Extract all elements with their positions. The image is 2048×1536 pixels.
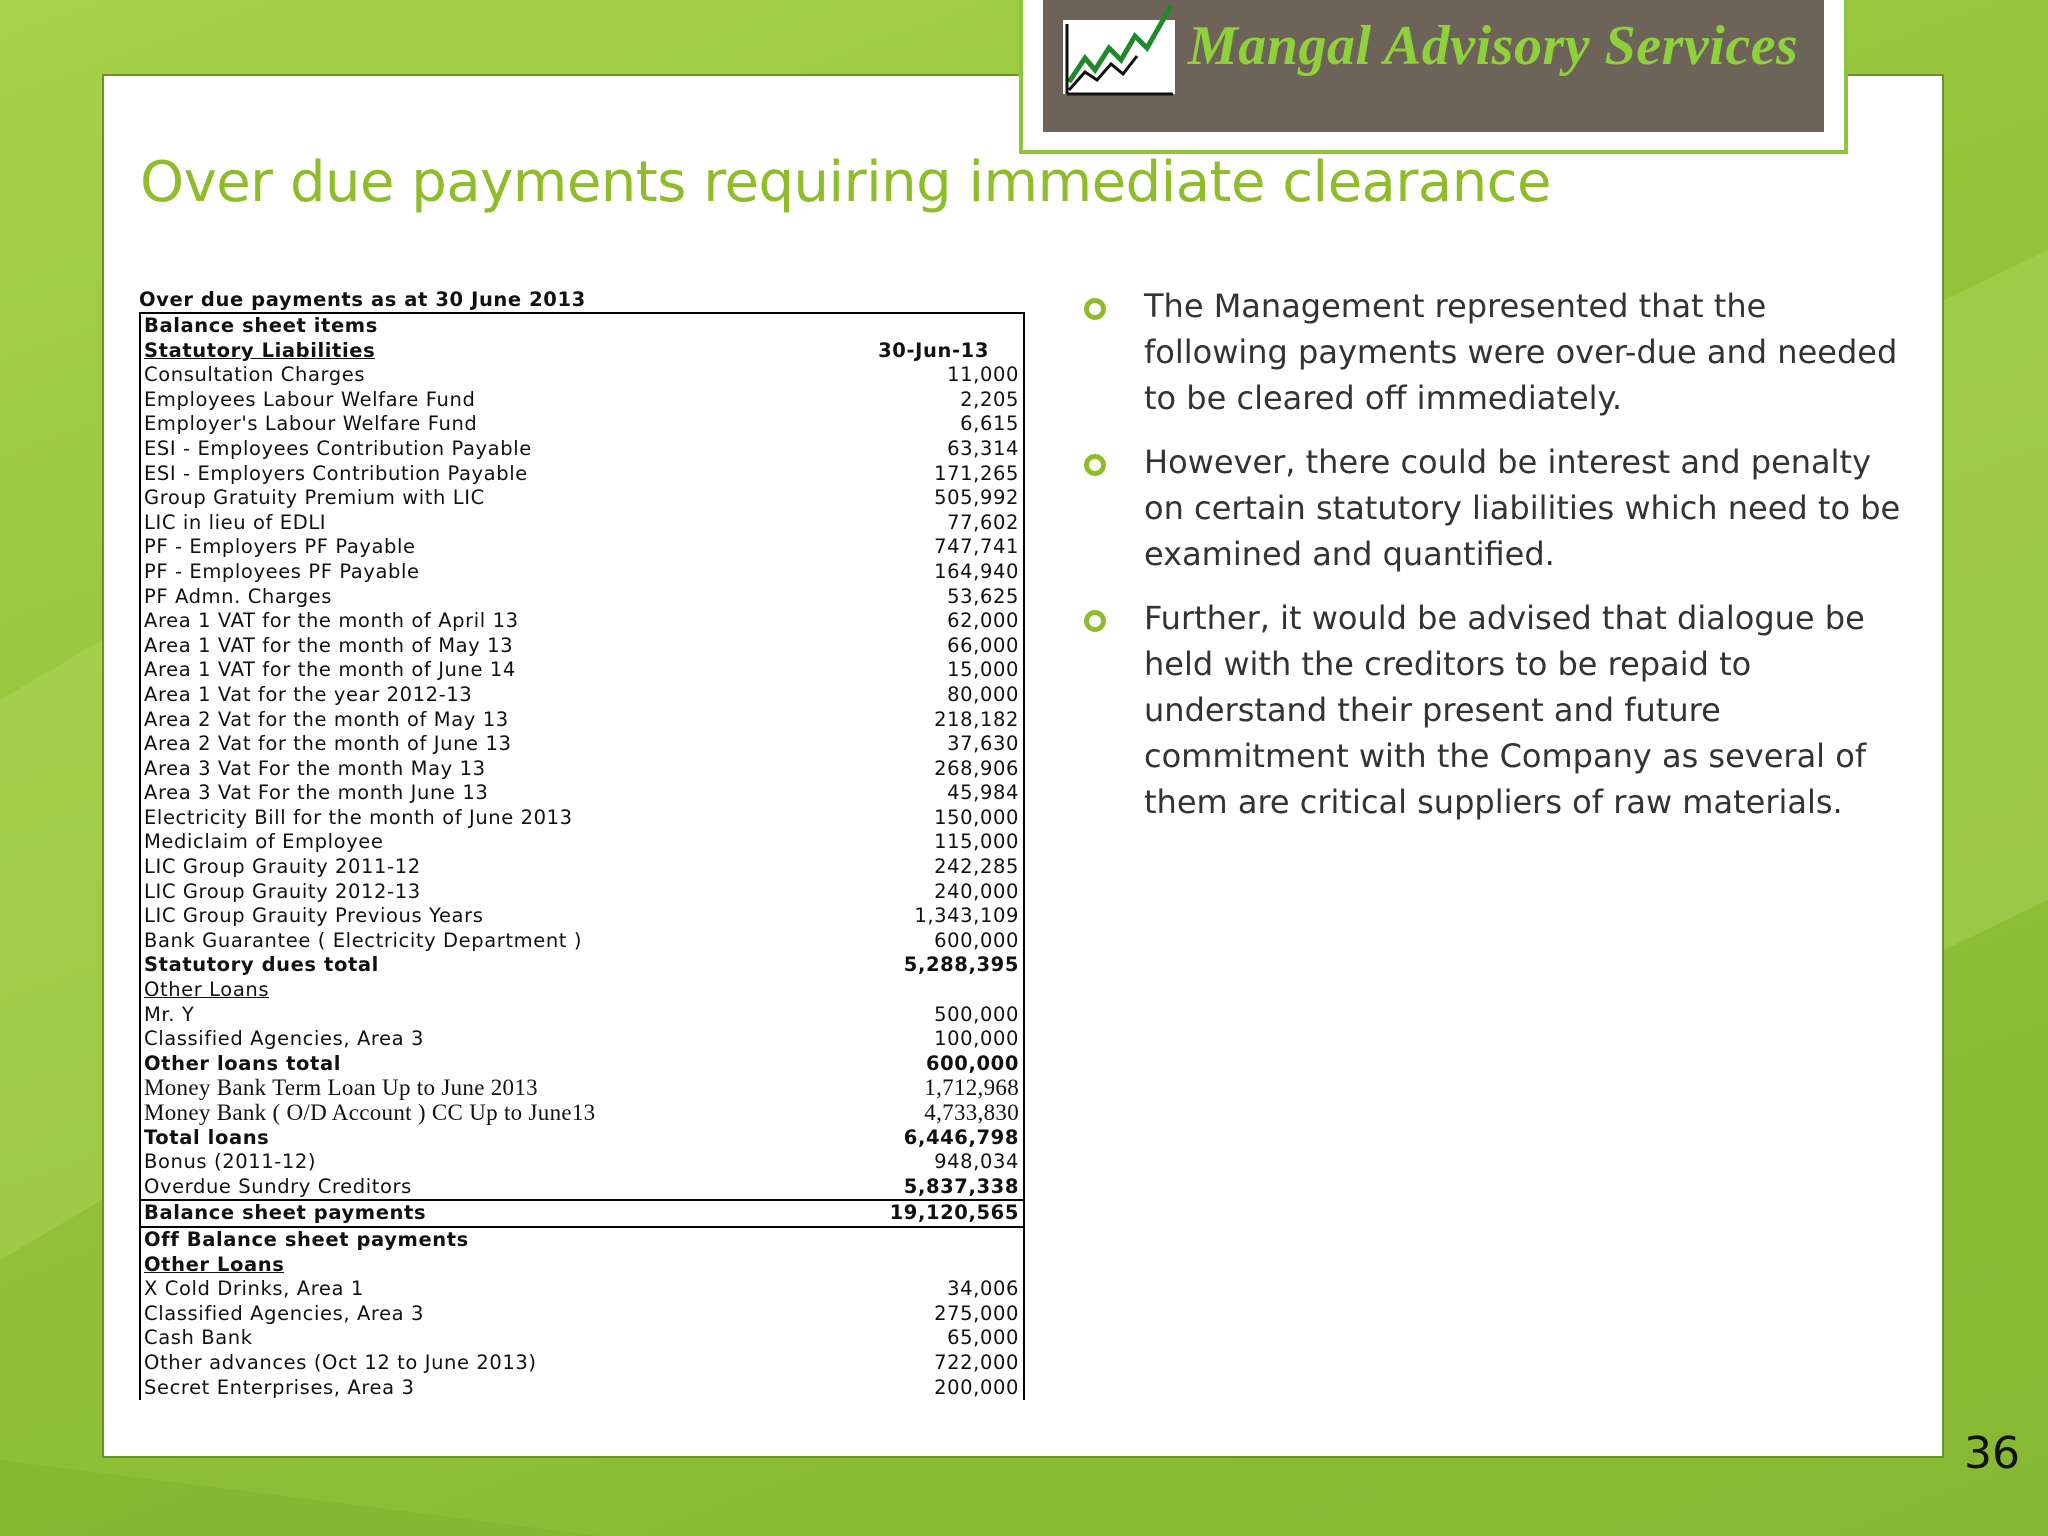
row-value: 1,343,109	[914, 904, 1019, 928]
table-row	[141, 708, 1023, 733]
row-value: 6,615	[960, 412, 1019, 436]
slide-title: Over due payments requiring immediate clearance	[140, 150, 1551, 215]
stock-chart-icon	[1063, 0, 1175, 96]
company-logo	[1019, 0, 1848, 154]
table-row	[141, 609, 1023, 634]
table-row	[141, 388, 1023, 413]
row-label: Area 1 VAT for the month of April 13	[144, 609, 519, 633]
bullet-item: The Management represented that the following payments were over-due and needed to be cleared off immediately.	[1084, 283, 1914, 421]
page-number: 36	[1964, 1428, 2020, 1479]
row-label: Cash Bank	[144, 1326, 253, 1350]
row-label: Area 3 Vat For the month May 13	[144, 756, 486, 780]
table-row	[141, 1376, 1023, 1401]
table-caption: Over due payments as at 30 June 2013	[139, 288, 586, 311]
row-value: 4,733,830	[924, 1100, 1019, 1125]
row-value: 164,940	[934, 559, 1019, 583]
row-value: 200,000	[934, 1375, 1019, 1399]
company-name: Mangal Advisory Services	[1188, 15, 1799, 77]
row-value: 53,625	[947, 584, 1019, 608]
row-value: 1,712,968	[924, 1075, 1019, 1101]
row-label: LIC Group Grauity Previous Years	[144, 904, 484, 928]
row-value: 722,000	[934, 1350, 1019, 1374]
table-row	[141, 535, 1023, 560]
row-value: 600,000	[934, 928, 1019, 952]
bullet-ring-icon	[1084, 610, 1106, 632]
bullet-list	[1084, 283, 1914, 843]
table-row	[141, 806, 1023, 831]
row-label: Area 1 Vat for the year 2012-13	[144, 682, 473, 706]
row-value: 62,000	[947, 609, 1019, 633]
row-label: Money Bank Term Loan Up to June 2013	[144, 1076, 538, 1101]
table-row	[141, 1003, 1023, 1028]
row-label: Area 2 Vat for the month of June 13	[144, 732, 512, 756]
row-label: Electricity Bill for the month of June 2013	[144, 805, 573, 829]
row-value: 63,314	[947, 436, 1019, 460]
table-row	[141, 437, 1023, 462]
row-value: 747,741	[934, 535, 1019, 559]
row-label: Group Gratuity Premium with LIC	[144, 486, 485, 510]
balance-sheet-header: Balance sheet items	[141, 312, 1023, 339]
other-loans-total-row: Other loans total 600,000	[144, 1051, 1019, 1075]
bullet-ring-icon	[1084, 454, 1106, 476]
table-row	[141, 585, 1023, 610]
table-row	[141, 462, 1023, 487]
table-row	[141, 511, 1023, 536]
table-row	[141, 904, 1023, 929]
row-value: 500,000	[934, 1002, 1019, 1026]
row-label: PF - Employers PF Payable	[144, 535, 416, 559]
row-label: Classified Agencies, Area 3	[144, 1027, 425, 1051]
row-label: Employer's Labour Welfare Fund	[144, 412, 478, 436]
table-row	[141, 486, 1023, 511]
balance-sheet-total-row: Balance sheet payments 19,120,565	[141, 1199, 1023, 1228]
off-balance-header: Off Balance sheet payments	[144, 1227, 469, 1251]
table-row	[141, 855, 1023, 880]
row-label: Mr. Y	[144, 1002, 195, 1026]
row-value: 100,000	[934, 1027, 1019, 1051]
table-row	[141, 781, 1023, 806]
row-label: Secret Enterprises, Area 3	[144, 1375, 415, 1399]
row-value: 275,000	[934, 1301, 1019, 1325]
table-row	[141, 363, 1023, 388]
row-value: 218,182	[934, 707, 1019, 731]
row-value: 80,000	[947, 682, 1019, 706]
row-label: ESI - Employers Contribution Payable	[144, 461, 528, 485]
row-label: PF Admn. Charges	[144, 584, 333, 608]
row-label: Area 2 Vat for the month of May 13	[144, 707, 509, 731]
row-value: 65,000	[947, 1326, 1019, 1350]
table-row	[141, 880, 1023, 905]
bullet-ring-icon	[1084, 298, 1106, 320]
row-label: X Cold Drinks, Area 1	[144, 1277, 364, 1301]
sundry-creditors-row: Overdue Sundry Creditors 5,837,338	[144, 1174, 1019, 1198]
row-label: LIC Group Grauity 2012-13	[144, 879, 421, 903]
row-value: 242,285	[934, 855, 1019, 879]
row-value: 15,000	[947, 658, 1019, 682]
row-label: Area 3 Vat For the month June 13	[144, 781, 489, 805]
row-label: Money Bank ( O/D Account ) CC Up to June13	[144, 1101, 596, 1125]
row-value: 2,205	[960, 387, 1019, 411]
bullet-item: However, there could be interest and penalty on certain statutory liabilities which need to be examined and quantified.	[1084, 439, 1914, 577]
table-row	[141, 1351, 1023, 1376]
bonus-row: Bonus (2011-12) 948,034	[144, 1150, 1019, 1174]
table-row	[141, 634, 1023, 659]
row-label: Mediclaim of Employee	[144, 830, 384, 854]
row-label: LIC Group Grauity 2011-12	[144, 855, 421, 879]
row-value: 150,000	[934, 805, 1019, 829]
table-row	[141, 830, 1023, 855]
table-row	[141, 1277, 1023, 1302]
statutory-liabilities-label: Statutory Liabilities	[144, 338, 376, 362]
row-value: 77,602	[947, 510, 1019, 534]
table-row	[141, 1302, 1023, 1327]
row-value: 34,006	[947, 1277, 1019, 1301]
total-loans-row: Total loans 6,446,798	[144, 1125, 1019, 1149]
row-label: Area 1 VAT for the month of May 13	[144, 633, 514, 657]
row-value: 11,000	[947, 363, 1019, 387]
row-label: ESI - Employees Contribution Payable	[144, 436, 532, 460]
table-row	[141, 1326, 1023, 1351]
table-row	[141, 658, 1023, 683]
row-value: 505,992	[934, 486, 1019, 510]
row-label: LIC in lieu of EDLI	[144, 510, 327, 534]
other-loans-header: Other Loans	[144, 978, 270, 1002]
row-value: 115,000	[934, 830, 1019, 854]
table-row	[141, 560, 1023, 585]
table-row	[141, 1101, 1023, 1126]
row-value: 66,000	[947, 633, 1019, 657]
overdue-payments-table	[139, 288, 1025, 1400]
row-value: 45,984	[947, 781, 1019, 805]
row-label: Other advances (Oct 12 to June 2013)	[144, 1350, 537, 1374]
row-value: 240,000	[934, 879, 1019, 903]
row-value: 37,630	[947, 732, 1019, 756]
statutory-total-row: Statutory dues total 5,288,395	[144, 953, 1019, 977]
row-label: Area 1 VAT for the month of June 14	[144, 658, 516, 682]
table-row	[141, 929, 1023, 954]
row-value: 268,906	[934, 756, 1019, 780]
row-label: Bank Guarantee ( Electricity Department )	[144, 928, 583, 952]
off-other-loans-header: Other Loans	[144, 1252, 285, 1276]
bullet-item: Further, it would be advised that dialogue be held with the creditors to be repaid to understand their present and future commitment with the Company as several of them are critical suppliers of raw materials.	[1084, 595, 1914, 825]
date-header: 30-Jun-13	[878, 338, 989, 362]
table-row	[141, 1027, 1023, 1052]
row-value: 171,265	[934, 461, 1019, 485]
table-row	[141, 757, 1023, 782]
table-row	[141, 732, 1023, 757]
table-row	[141, 412, 1023, 437]
table-row	[141, 683, 1023, 708]
row-label: PF - Employees PF Payable	[144, 559, 420, 583]
row-label: Consultation Charges	[144, 363, 366, 387]
row-label: Classified Agencies, Area 3	[144, 1301, 425, 1325]
statutory-header-row	[141, 339, 1023, 364]
table-row	[141, 1076, 1023, 1101]
row-label: Employees Labour Welfare Fund	[144, 387, 476, 411]
